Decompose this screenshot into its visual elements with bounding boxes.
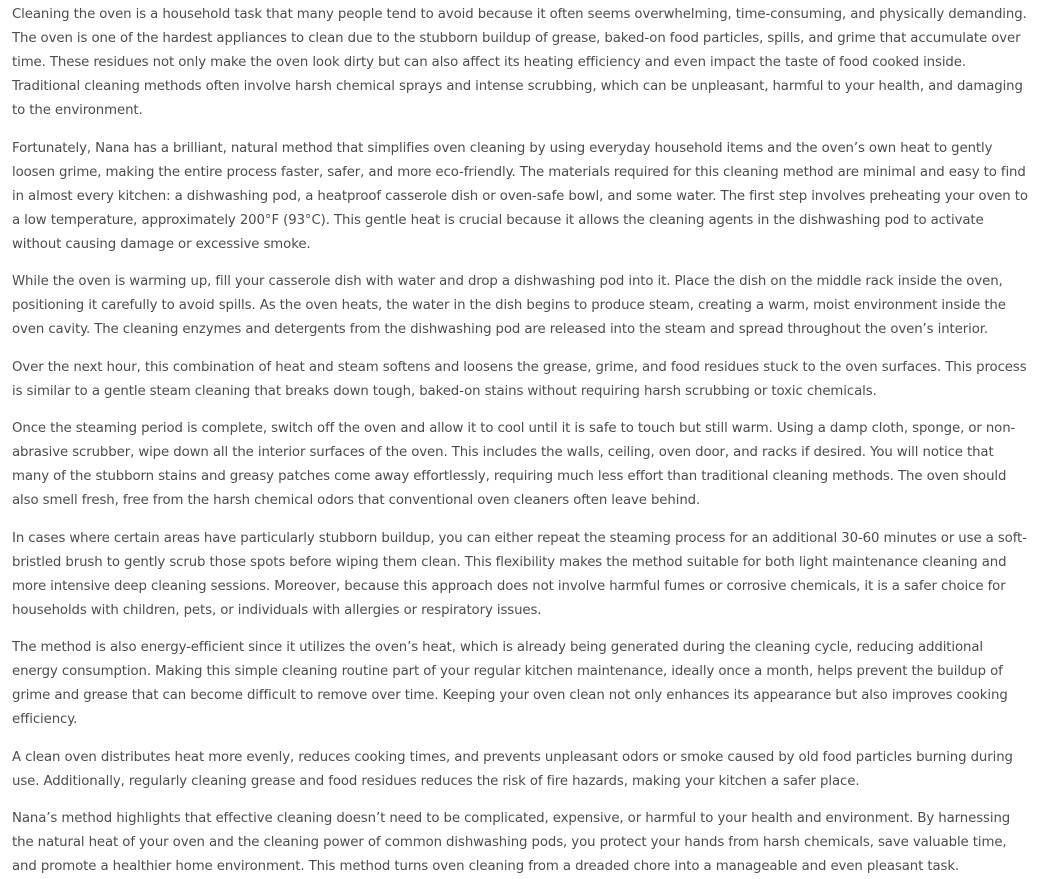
article-paragraph-9: Nana’s method highlights that effective cleaning doesn’t need to be complicated, expensive, or harmful to your health and environment. By harnessing the natural heat of your oven and the cleaning power of common dishwashing pods, you protect your hands from harsh chemicals, save valuable time, and promote a healthier home environment. This method turns oven cleaning from a dreaded chore into a manageable and even pleasant task.	[12, 811, 1011, 874]
article-paragraph-8: A clean oven distributes heat more evenly, reduces cooking times, and prevents unpleasant odors or smoke caused by old food particles burning during use. Additionally, regularly cleaning grease and food residues reduces the risk of fire hazards, making your kitchen a safer place.	[12, 749, 1013, 789]
article-paragraph-4: Over the next hour, this combination of heat and steam softens and loosens the grease, grime, and food residues stuck to the oven surfaces. This process is similar to a gentle steam cleaning that breaks down tough, baked-on stains without requiring harsh scrubbing or toxic chemicals.	[12, 359, 1027, 399]
article-paragraph-5: Once the steaming period is complete, switch off the oven and allow it to cool until it is safe to touch but still warm. Using a damp cloth, sponge, or non-abrasive scrubber, wipe down all the interior surfaces of the oven. This includes the walls, ceiling, oven door, and racks if desired. You will notice that many of the stubborn stains and greasy patches come away effortlessly, requiring much less effort than traditional cleaning methods. The oven should also smell fresh, free from the harsh chemical odors that conventional oven cleaners often leave behind.	[12, 421, 1016, 508]
article-paragraph-7: The method is also energy-efficient since it utilizes the oven’s heat, which is already being generated during the cleaning cycle, reducing additional energy consumption. Making this simple cleaning routine part of your regular kitchen maintenance, ideally once a month, helps prevent the buildup of grime and grease that can become difficult to remove over time. Keeping your oven clean not only enhances its appearance but also improves cooking efficiency.	[12, 640, 1008, 727]
article-paragraph-2: Fortunately, Nana has a brilliant, natural method that simplifies oven cleaning by using everyday household items and the oven’s own heat to gently loosen grime, making the entire process faster, safer, and more eco-friendly. The materials required for this cleaning method are minimal and easy to find in almost every kitchen: a dishwashing pod, a heatproof casserole dish or oven-safe bowl, and some water. The first step involves preheating your oven to a low temperature, approximately 200°F (93°C). This gentle heat is crucial because it allows the cleaning agents in the dishwashing pod to activate without causing damage or excessive smoke.	[12, 140, 1028, 252]
article-paragraph-6: In cases where certain areas have particularly stubborn buildup, you can either repeat the steaming process for an additional 30-60 minutes or use a soft-bristled brush to gently scrub those spots before wiping them clean. This flexibility makes the method suitable for both light maintenance cleaning and more intensive deep cleaning sessions. Moreover, because this approach does not involve harmful fumes or corrosive chemicals, it is a safer choice for households with children, pets, or individuals with allergies or respiratory issues.	[12, 530, 1027, 618]
article-paragraph-3: While the oven is warming up, fill your casserole dish with water and drop a dishwashing pod into it. Place the dish on the middle rack inside the oven, positioning it carefully to avoid spills. As the oven heats, the water in the dish begins to produce steam, creating a warm, moist environment inside the oven cavity. The cleaning enzymes and detergents from the dishwashing pod are released into the steam and spread throughout the oven’s interior.	[12, 274, 1006, 337]
article-paragraph-1: Cleaning the oven is a household task that many people tend to avoid because it often seems overwhelming, time-consuming, and physically demanding. The oven is one of the hardest appliances to clean due to the stubborn buildup of grease, baked-on food particles, spills, and grime that accumulate over time. These residues not only make the oven look dirty but can also affect its heating efficiency and even impact the taste of food cooked inside. Traditional cleaning methods often involve harsh chemical sprays and intense scrubbing, which can be unpleasant, harmful to your health, and damaging to the environment.	[12, 7, 1027, 118]
